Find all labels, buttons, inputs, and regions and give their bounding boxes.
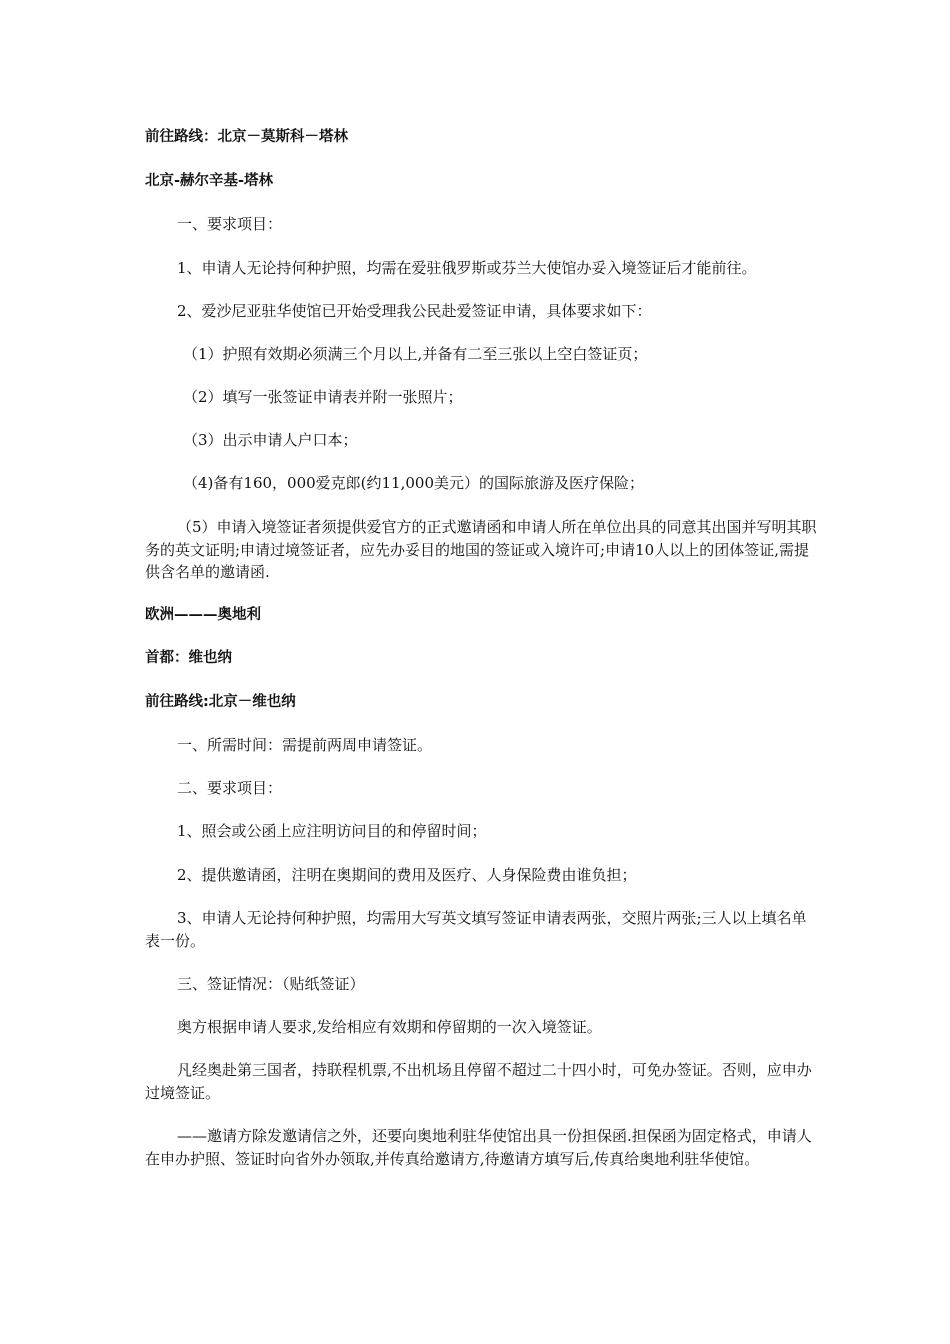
heading-route-moscow: 前往路线：北京－莫斯科－塔林 [145,129,348,145]
estonia-sub-3: （3）出示申请人户口本； [183,431,358,449]
estonia-item-2: 2、爱沙尼亚驻华使馆已开始受理我公民赴爱签证申请，具体要求如下： [177,302,652,320]
estonia-sub-4: （4)备有160，000爱克郎(约11,000美元）的国际旅游及医疗保险； [183,474,644,492]
austria-requirements-heading: 二、要求项目： [177,779,283,797]
austria-item-2: 2、提供邀请函，注明在奥期间的费用及医疗、人身保险费由谁负担； [177,866,637,884]
estonia-item-1: 1、申请人无论持何种护照，均需在爱驻俄罗斯或芬兰大使馆办妥入境签证后才能前往。 [177,259,757,277]
heading-capital: 首都：维也纳 [145,650,232,666]
austria-para-2: 凡经奥赴第三国者，持联程机票,不出机场且停留不超过二十四小时，可免办签证。否则，应申办过境签证。 [145,1061,812,1102]
austria-para-3: ——邀请方除发邀请信之外，还要向奥地利驻华使馆出具一份担保函.担保函为固定格式，申请人在申办护照、签证时向省外办领取,并传真给邀请方,待邀请方填写后,传真给奥地利驻华使馆。 [145,1127,812,1168]
austria-para-1: 奥方根据申请人要求,发给相应有效期和停留期的一次入境签证。 [177,1018,602,1036]
heading-route-vienna: 前往路线:北京－维也纳 [145,694,296,710]
estonia-sub-2: （2）填写一张签证申请表并附一张照片； [183,388,463,406]
estonia-requirements-heading: 一、要求项目： [177,215,283,233]
heading-route-helsinki: 北京-赫尔辛基-塔林 [145,173,274,189]
austria-time: 一、所需时间：需提前两周申请签证。 [177,736,433,754]
austria-item-1: 1、照会或公函上应注明访问目的和停留时间； [177,822,487,840]
estonia-sub-1: （1）护照有效期必须满三个月以上,并备有二至三张以上空白签证页； [183,345,648,363]
austria-visa-situation: 三、签证情况：（贴纸签证） [177,975,365,993]
austria-item-3: 3、申请人无论持何种护照，均需用大写英文填写签证申请表两张，交照片两张;三人以上填名单表一份。 [145,909,807,950]
heading-austria: 欧洲———奥地利 [145,607,261,623]
estonia-sub-5: （5）申请入境签证者须提供爱官方的正式邀请函和申请人所在单位出具的同意其出国并写明其职务的英文证明;申请过境签证者，应先办妥目的地国的签证或入境许可;申请10人以上的团体签证,需提供含名单的邀请函. [145,518,817,581]
